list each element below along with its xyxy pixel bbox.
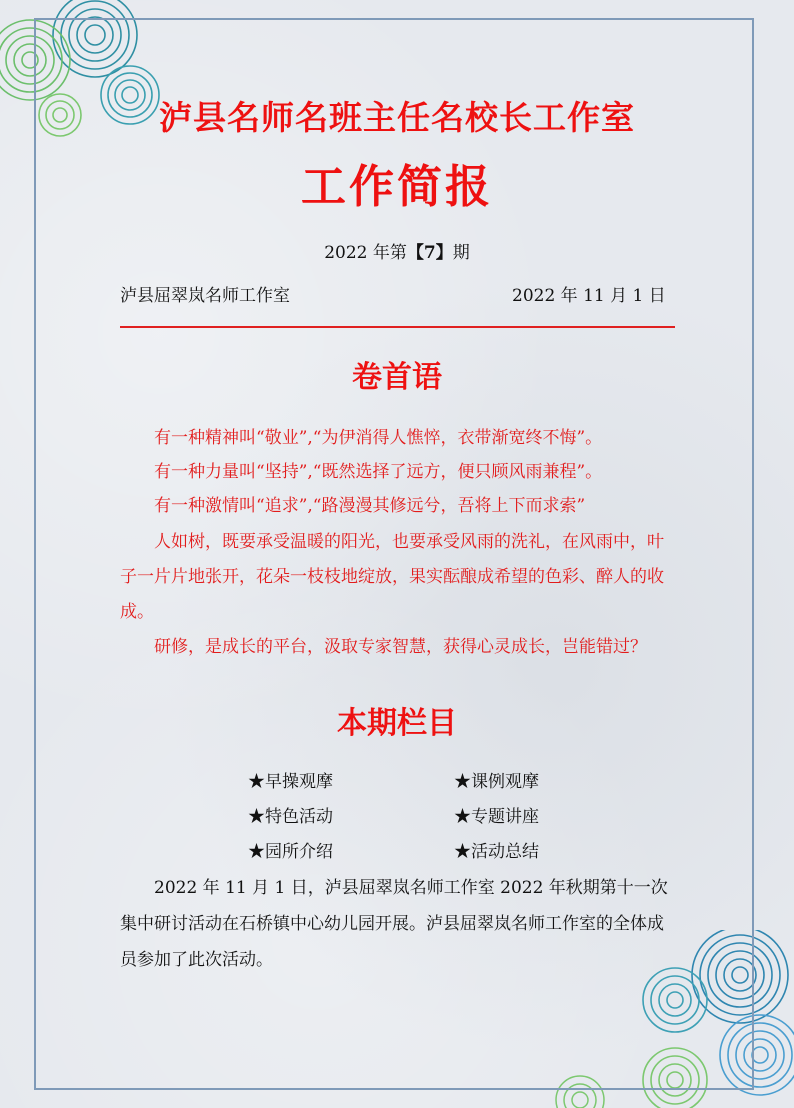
columns-list-left bbox=[248, 767, 333, 872]
column-item: ★早操观摩 bbox=[248, 772, 333, 792]
issue-number bbox=[0, 238, 794, 263]
issue-suffix: 期 bbox=[452, 243, 470, 263]
foreword-line: 有一种精神叫“敬业”,“为伊消得人憔悴，衣带渐宽终不悔”。 bbox=[154, 428, 603, 448]
column-item: ★园所介绍 bbox=[248, 842, 333, 862]
foreword-line: 有一种激情叫“追求”,“路漫漫其修远兮，吾将上下而求索” bbox=[154, 496, 586, 516]
foreword-line: 有一种力量叫“坚持”,“既然选择了远方，便只顾风雨兼程”。 bbox=[154, 462, 603, 482]
bulletin-title: 工作简报 bbox=[300, 160, 493, 213]
publish-date: 2022 年 11 月 1 日 bbox=[512, 286, 666, 306]
column-item: ★课例观摩 bbox=[454, 772, 539, 792]
columns-list-right bbox=[454, 767, 539, 872]
foreword-closing: 研修，是成长的平台，汲取专家智慧，获得心灵成长，岂能错过？ bbox=[154, 637, 647, 657]
columns-heading: 本期栏目 bbox=[337, 706, 457, 741]
issue-value: 【7】 bbox=[406, 243, 453, 263]
column-item: ★专题讲座 bbox=[454, 807, 539, 827]
studio-name: 泸县屈翠岚名师工作室 bbox=[120, 286, 290, 306]
foreword-paragraph: 人如树，既要承受温暖的阳光，也要承受风雨的洗礼，在风雨中，叶子一片片地张开，花朵一枝枝地绽放，果实酝酿成希望的色彩、醉人的收成。 bbox=[120, 532, 664, 622]
header-divider bbox=[120, 326, 675, 328]
organization-title: 泸县名师名班主任名校长工作室 bbox=[159, 98, 635, 137]
intro-paragraph: 2022 年 11 月 1 日，泸县屈翠岚名师工作室 2022 年秋期第十一次集中研讨活动在石桥镇中心幼儿园开展。泸县屈翠岚名师工作室的全体成员参加了此次活动。 bbox=[120, 878, 668, 970]
column-item: ★特色活动 bbox=[248, 807, 333, 827]
column-item: ★活动总结 bbox=[454, 842, 539, 862]
issue-prefix: 2022 年第 bbox=[324, 243, 407, 263]
foreword-heading: 卷首语 bbox=[352, 360, 442, 395]
foreword-block bbox=[120, 423, 676, 662]
